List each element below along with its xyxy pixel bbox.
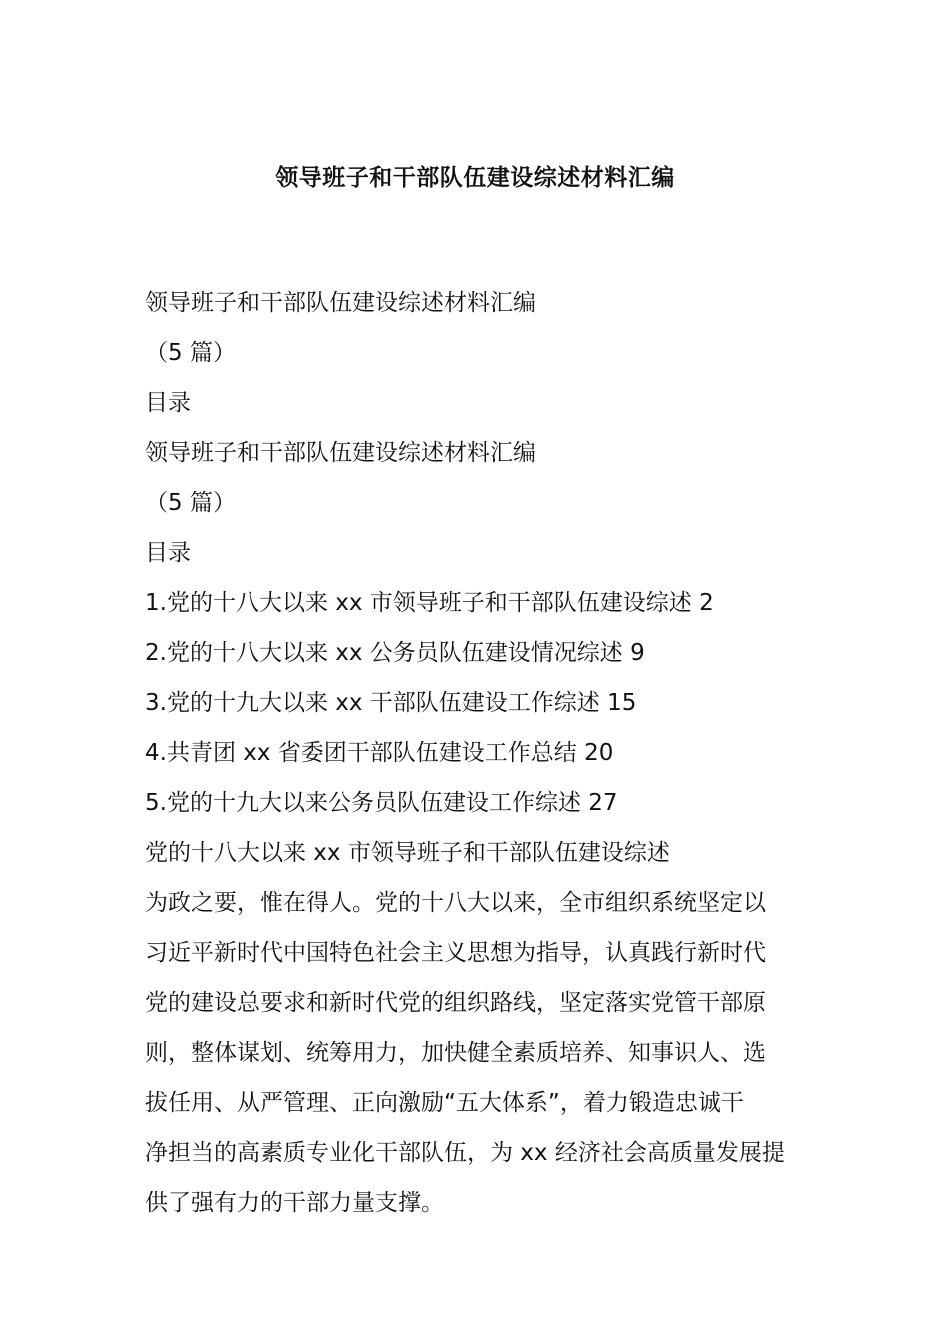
article-count-line: （5 篇）: [145, 490, 236, 516]
toc-entry: 3.党的十九大以来 xx 干部队伍建设工作综述 15: [145, 690, 637, 716]
paragraph-line: 党的建设总要求和新时代党的组织路线，坚定落实党管干部原: [145, 990, 766, 1016]
paragraph-line: 供了强有力的干部力量支撑。: [145, 1190, 444, 1216]
paragraph-line: 则，整体谋划、统筹用力，加快健全素质培养、知事识人、选: [145, 1040, 766, 1066]
toc-entry: 4.共青团 xx 省委团干部队伍建设工作总结 20: [145, 740, 614, 766]
toc-heading: 目录: [145, 540, 191, 566]
toc-entry: 1.党的十八大以来 xx 市领导班子和干部队伍建设综述 2: [145, 590, 714, 616]
toc-entry: 2.党的十八大以来 xx 公务员队伍建设情况综述 9: [145, 640, 645, 666]
toc-entry: 5.党的十九大以来公务员队伍建设工作综述 27: [145, 790, 618, 816]
paragraph-line: 习近平新时代中国特色社会主义思想为指导，认真践行新时代: [145, 940, 766, 966]
paragraph-line: 拔任用、从严管理、正向激励“五大体系”，着力锻造忠诚干: [145, 1090, 744, 1116]
toc-heading: 目录: [145, 390, 191, 416]
section-heading: 党的十八大以来 xx 市领导班子和干部队伍建设综述: [145, 840, 670, 866]
cover-title-line: 领导班子和干部队伍建设综述材料汇编: [145, 440, 536, 466]
document-body: [145, 278, 815, 1228]
paragraph-line: 净担当的高素质专业化干部队伍，为 xx 经济社会高质量发展提: [145, 1140, 785, 1166]
article-count-line: （5 篇）: [145, 340, 236, 366]
paragraph-line: 为政之要，惟在得人。党的十八大以来，全市组织系统坚定以: [145, 890, 766, 916]
document-title: 领导班子和干部队伍建设综述材料汇编: [275, 165, 675, 191]
cover-title-line: 领导班子和干部队伍建设综述材料汇编: [145, 290, 536, 316]
